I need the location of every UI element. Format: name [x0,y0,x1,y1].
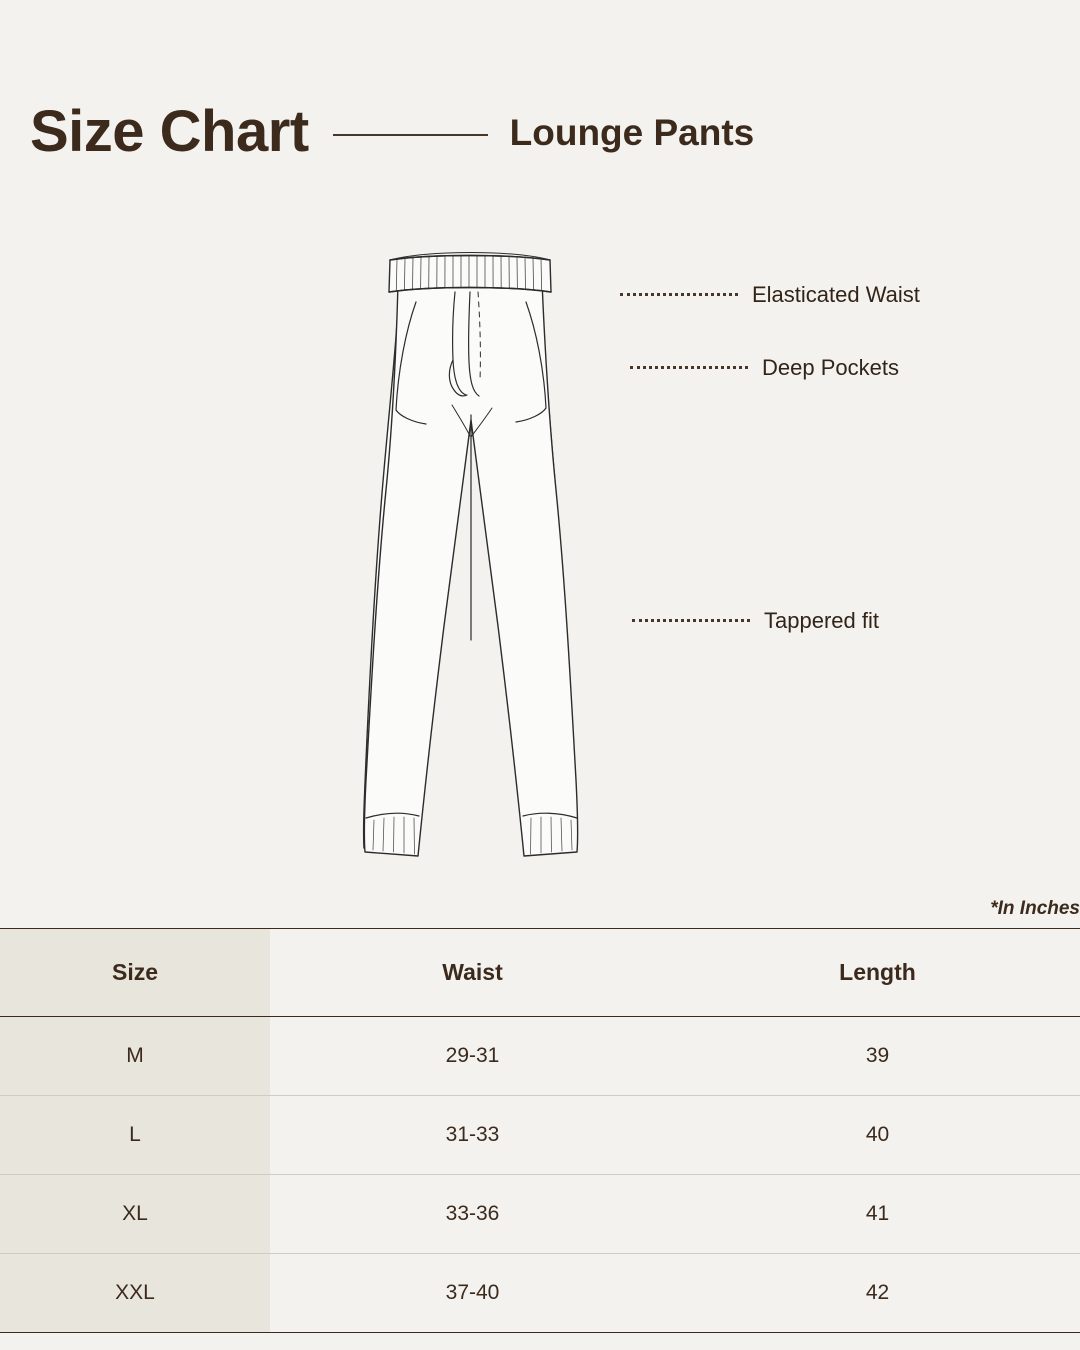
callout-tappered-fit [632,608,879,634]
cell-waist: 29-31 [270,1017,675,1096]
page-title: Size Chart [30,99,309,164]
cell-waist: 33-36 [270,1175,675,1254]
callout-label: Elasticated Waist [752,282,920,307]
column-header-size: Size [0,929,270,1017]
table-body [0,1017,1080,1333]
cell-length: 41 [675,1175,1080,1254]
page-header [30,96,1050,168]
table-row [0,1017,1080,1096]
product-name: Lounge Pants [509,111,755,153]
cell-length: 40 [675,1096,1080,1175]
callout-leader-line-icon [630,366,748,371]
table-header [0,929,1080,1017]
callout-leader-line-icon [632,619,750,624]
table-row [0,1096,1080,1175]
column-header-length: Length [675,929,1080,1017]
cell-size: XL [0,1175,270,1254]
cell-length: 42 [675,1254,1080,1333]
title-divider [333,134,488,136]
callout-label: Deep Pockets [762,355,899,380]
cell-waist: 37-40 [270,1254,675,1333]
cell-size: M [0,1017,270,1096]
cell-size: L [0,1096,270,1175]
table-header-row [0,929,1080,1017]
size-chart-table [0,928,1080,1333]
table-row [0,1175,1080,1254]
callout-deep-pockets [630,355,899,381]
units-note: *In Inches [990,898,1080,919]
callout-elasticated-waist [620,282,920,308]
cell-length: 39 [675,1017,1080,1096]
cell-waist: 31-33 [270,1096,675,1175]
callout-label: Tappered fit [764,608,879,633]
cell-size: XXL [0,1254,270,1333]
lounge-pants-illustration [330,240,730,880]
table-row [0,1254,1080,1333]
callout-leader-line-icon [620,293,738,298]
column-header-waist: Waist [270,929,675,1017]
